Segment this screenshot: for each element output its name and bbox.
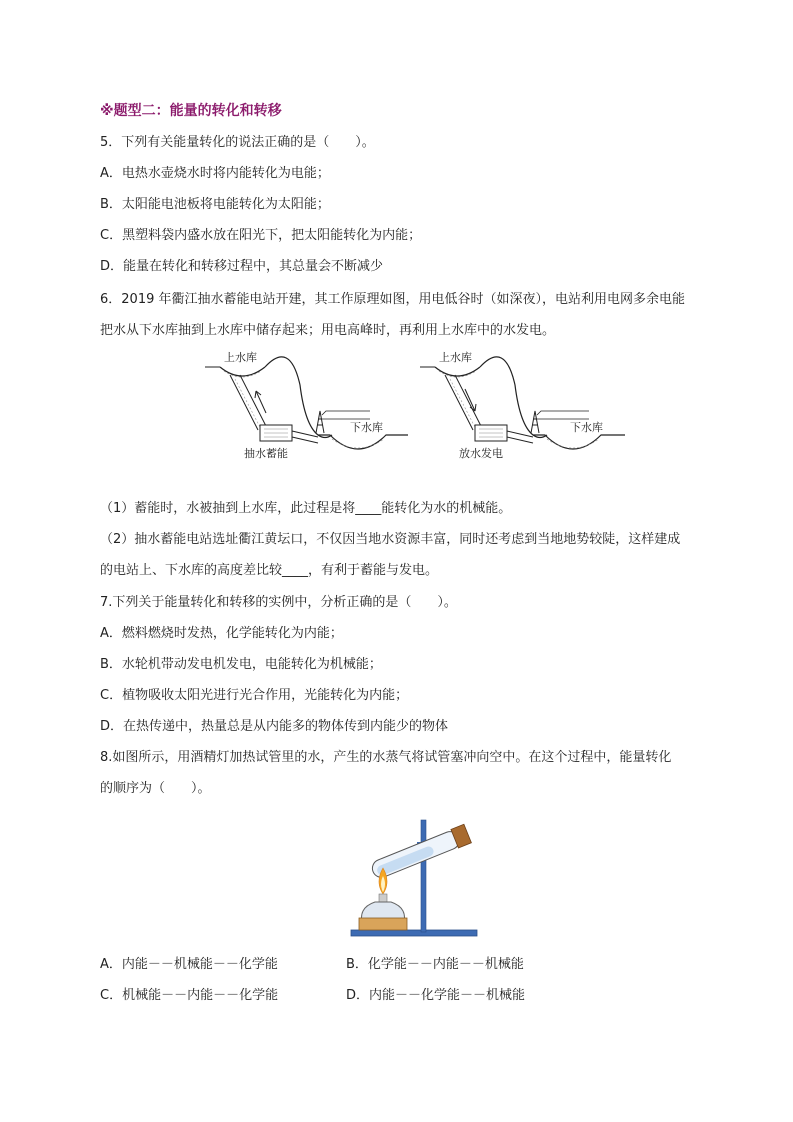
figure-left-caption: 抽水蓄能 (244, 447, 288, 460)
q7-option-d: D．在热传递中，热量总是从内能多的物体传到内能少的物体 (100, 719, 449, 734)
q8-option-b: B．化学能－－内能－－机械能 (346, 957, 524, 972)
figure-alcohol-lamp (345, 808, 485, 943)
q8-option-c: C．机械能－－内能－－化学能 (100, 988, 279, 1003)
q8-option-a: A．内能－－机械能－－化学能 (100, 957, 278, 972)
q8-stem-line1: 8.如图所示，用酒精灯加热试管里的水，产生的水蒸气将试管塞冲向空中。在这个过程中，能量转化 (100, 750, 672, 765)
figure-left-lower-label: 下水库 (350, 421, 383, 434)
figure-left-upper-label: 上水库 (224, 351, 257, 364)
figure-pumping-storage (200, 345, 410, 465)
figure-generating (415, 345, 630, 465)
q6-sub1: （1）蓄能时，水被抽到上水库，此过程是将____能转化为水的机械能。 (100, 501, 512, 516)
figure-right-caption: 放水发电 (459, 447, 503, 460)
q8-stem-line2: 的顺序为（ ）。 (100, 781, 211, 796)
q7-option-b: B．水轮机带动发电机发电，电能转化为机械能； (100, 657, 382, 672)
q5-option-d: D．能量在转化和转移过程中，其总量会不断减少 (100, 259, 384, 274)
q6-stem-line2: 把水从下水库抽到上水库中储存起来；用电高峰时，再利用上水库中的水发电。 (100, 323, 556, 338)
q6-sub2-line1: （2）抽水蓄能电站选址衢江黄坛口，不仅因当地水资源丰富，同时还考虑到当地地势较陡，这样建成 (100, 532, 681, 547)
q8-option-d: D．内能－－化学能－－机械能 (346, 988, 526, 1003)
q7-stem: 7.下列关于能量转化和转移的实例中，分析正确的是（ ）。 (100, 595, 457, 610)
q5-option-a: A．电热水壶烧水时将内能转化为电能； (100, 166, 330, 181)
q5-stem: 5．下列有关能量转化的说法正确的是（ ）。 (100, 135, 375, 150)
section-heading: ※题型二：能量的转化和转移 (100, 103, 282, 119)
q7-option-a: A．燃料燃烧时发热，化学能转化为内能； (100, 626, 343, 641)
q5-option-c: C．黑塑料袋内盛水放在阳光下，把太阳能转化为内能； (100, 228, 422, 243)
figure-right-lower-label: 下水库 (570, 421, 603, 434)
figure-right-upper-label: 上水库 (439, 351, 472, 364)
q6-sub2-line2: 的电站上、下水库的高度差比较____，有利于蓄能与发电。 (100, 563, 439, 578)
q7-option-c: C．植物吸收太阳光进行光合作用，光能转化为内能； (100, 688, 409, 703)
q5-option-b: B．太阳能电池板将电能转化为太阳能； (100, 197, 330, 212)
q6-stem-line1: 6．2019 年衢江抽水蓄能电站开建，其工作原理如图，用电低谷时（如深夜），电站利用电网多余电能 (100, 292, 685, 307)
